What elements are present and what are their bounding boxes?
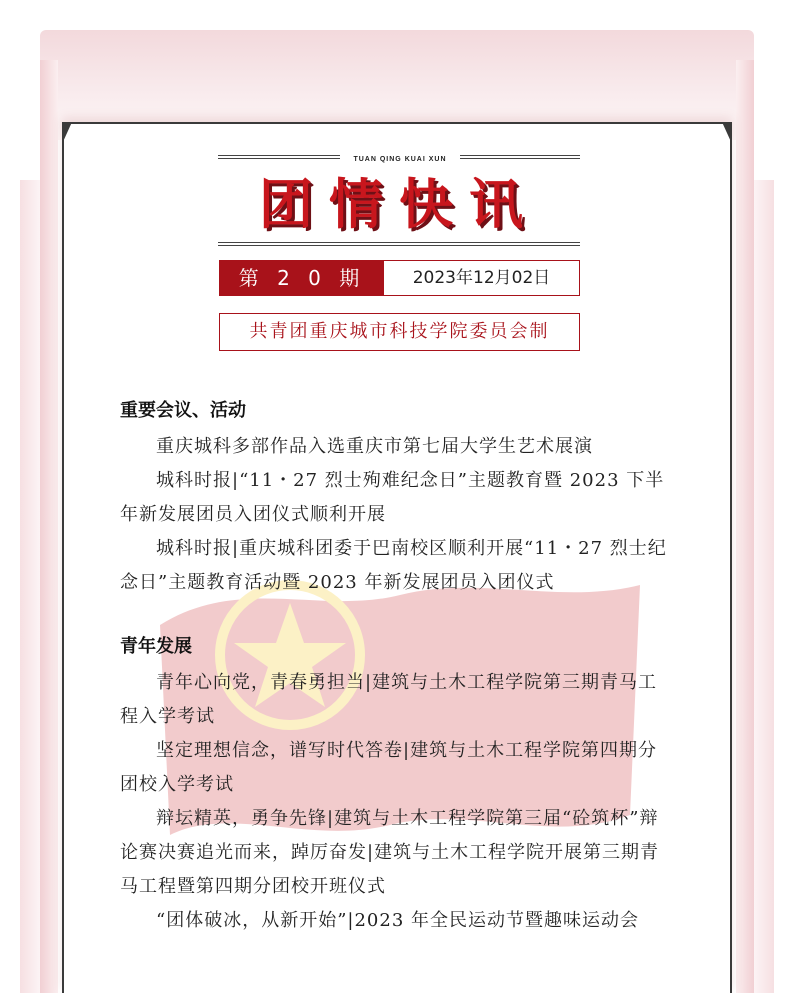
news-item[interactable]: 重庆城科多部作品入选重庆市第七届大学生艺术展演 [156,436,593,457]
issue-date: 2023年12月02日 [412,268,551,288]
issue-banner [219,260,580,296]
news-item[interactable]: 青年心向党，青春勇担当|建筑与土木工程学院第三期青马工程入学考试 [120,672,658,727]
issue-number: 第 2 0 期 [220,261,384,295]
publisher-label: 共青团重庆城市科技学院委员会制 [219,313,580,351]
paper-edge-right [730,122,732,993]
background-fold-left [40,60,58,993]
corner-tab-right [722,122,732,144]
news-item[interactable]: 城科时报|“11・27 烈士殉难纪念日”主题教育暨 2023 下半年新发展团员入团仪式顺利开展 [120,470,665,525]
corner-tab-left [62,122,72,144]
background-fold-right [736,60,754,993]
news-item[interactable]: 城科时报|重庆城科团委于巴南校区顺利开展“11・27 烈士纪念日”主题教育活动暨 2023 年新发展团员入团仪式 [120,538,667,593]
page-title: 团情快讯 [259,173,539,236]
section-heading-youth: 青年发展 [120,636,192,657]
title-pinyin: TUAN QING KUAI XUN [340,154,460,166]
background-frame-right [752,180,774,993]
section-heading-meetings: 重要会议、活动 [120,400,246,421]
news-item[interactable]: 坚定理想信念，谱写时代答卷|建筑与土木工程学院第四期分团校入学考试 [120,740,658,795]
news-item[interactable]: 辩坛精英，勇争先锋|建筑与土木工程学院第三届“砼筑杯”辩论赛决赛追光而来，踔厉奋发|建筑与土木工程学院开展第三期青马工程暨第四期分团校开班仪式 [120,808,660,897]
news-item[interactable]: “团体破冰，从新开始”|2023 年全民运动节暨趣味运动会 [156,910,639,931]
header-rule-bottom [218,242,580,248]
background-frame-left [20,180,42,993]
news-content [120,392,675,938]
paper-edge-left [62,122,64,993]
